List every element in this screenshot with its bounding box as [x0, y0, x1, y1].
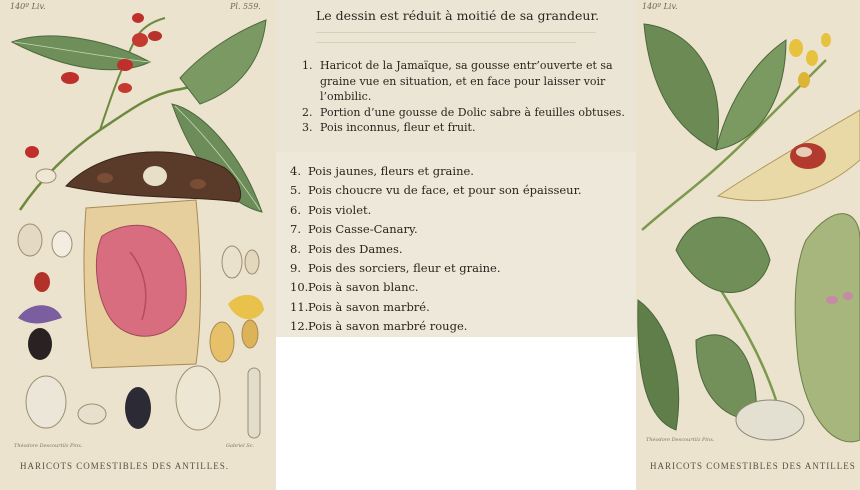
elongated-pod	[248, 368, 260, 438]
leaf	[644, 24, 719, 150]
legend-item	[290, 220, 630, 239]
legend-item	[302, 105, 634, 121]
right-plate-caption: HARICOTS COMESTIBLES DES ANTILLES	[650, 461, 856, 471]
legend-text: Pois des sorciers, fleur et graine.	[308, 261, 501, 276]
red-flower	[117, 59, 133, 71]
small-seed-white	[26, 376, 66, 428]
reduction-note: Le dessin est réduit à moitié de sa grandeur.	[316, 8, 600, 23]
leaf	[676, 217, 770, 292]
mottled-seed	[736, 400, 804, 440]
left-plate	[0, 0, 276, 490]
legend-text: Pois à savon marbré.	[308, 299, 430, 314]
pink-flower	[843, 292, 853, 300]
legend-list-upper	[302, 58, 634, 136]
red-flower	[132, 33, 148, 47]
legend-page	[276, 0, 636, 337]
red-flower	[148, 31, 162, 41]
legend-item	[290, 240, 630, 259]
legend-number: 1.	[302, 59, 313, 72]
left-plate-header-livraison: 140º Liv.	[10, 2, 46, 11]
right-plate-illustration	[636, 0, 860, 490]
legend-number: 6.	[290, 202, 301, 217]
small-seed-black-white	[125, 387, 151, 429]
show-through-line	[316, 42, 576, 43]
legend-number: 8.	[290, 241, 301, 256]
large-green-pod	[795, 214, 860, 442]
small-seed-white	[176, 366, 220, 430]
legend-text: Pois violet.	[308, 202, 372, 217]
legend-number: 2.	[302, 105, 313, 119]
small-seed-cream	[222, 246, 242, 278]
right-plate	[636, 0, 860, 490]
legend-item	[290, 259, 630, 278]
legend-text: Pois inconnus, fleur et fruit.	[320, 121, 476, 134]
legend-text: Pois à savon marbré rouge.	[308, 319, 468, 334]
legend-item	[290, 162, 630, 181]
legend-list-lower	[290, 162, 630, 337]
pod-seed-red-highlight	[796, 147, 812, 157]
right-plate-credit-artist: Théodore Descourtilz Pinx.	[646, 437, 715, 443]
purple-flower	[18, 305, 62, 323]
legend-item	[290, 181, 630, 200]
red-flower	[61, 72, 79, 84]
legend-number: 10.	[290, 280, 309, 295]
pod-seed	[143, 166, 167, 186]
legend-number: 11.	[290, 299, 309, 314]
yellow-flower	[228, 295, 264, 319]
small-seed-red	[34, 272, 50, 292]
red-flower	[118, 83, 132, 93]
small-seed-cream	[36, 169, 56, 183]
small-seed-speckled	[78, 404, 106, 424]
pink-flower	[826, 296, 838, 304]
legend-text: Haricot de la Jamaïque, sa gousse entr’ouverte et sa graine vue en situation, et en face pour laisser voir l’ombilic.	[320, 59, 613, 103]
legend-text: Pois choucre vu de face, et pour son épaisseur.	[308, 183, 582, 198]
leaf	[716, 40, 786, 150]
legend-number: 5.	[290, 183, 301, 198]
legend-number: 4.	[290, 164, 301, 178]
legend-item	[290, 201, 630, 220]
pod-seed	[190, 179, 206, 189]
legend-number: 12.	[290, 319, 309, 334]
legend-number: 7.	[290, 222, 301, 237]
small-seed-white	[52, 231, 72, 257]
legend-text: Pois à savon blanc.	[308, 280, 419, 295]
legend-text: Pois Casse-Canary.	[308, 222, 418, 237]
left-plate-illustration	[0, 0, 276, 490]
left-plate-credit-engraver: Gabriel Sc.	[226, 443, 255, 449]
legend-item	[290, 278, 630, 297]
legend-text: Portion d’une gousse de Dolic sabre à feuilles obtuses.	[320, 105, 625, 119]
red-flower	[25, 146, 39, 158]
legend-item	[302, 58, 634, 105]
yellow-flower	[806, 50, 818, 66]
small-seed-mottled	[18, 224, 42, 256]
yellow-flower	[798, 72, 810, 88]
yellow-flower	[821, 33, 831, 47]
legend-text: Pois jaunes, fleurs et graine.	[308, 164, 474, 178]
legend-text: Pois des Dames.	[308, 241, 403, 256]
legend-number: 9.	[290, 261, 301, 276]
left-plate-caption: HARICOTS COMESTIBLES DES ANTILLES.	[20, 461, 230, 471]
leaf	[638, 300, 679, 430]
small-seed-yellow	[242, 320, 258, 348]
leaf	[180, 20, 266, 104]
red-flower	[132, 13, 144, 23]
small-seed-black	[28, 328, 52, 360]
legend-number: 3.	[302, 121, 313, 134]
left-plate-header-plate-number: Pl. 559.	[230, 2, 261, 11]
pod-seed	[97, 173, 113, 183]
right-plate-header-livraison: 140º Liv.	[642, 2, 678, 11]
legend-item	[290, 298, 630, 317]
legend-page-upper	[276, 0, 636, 152]
left-plate-credit-artist: Théodore Descourtilz Pinx.	[14, 443, 83, 449]
show-through-line	[316, 32, 596, 33]
small-seed-cream	[245, 250, 259, 274]
yellow-flower	[789, 39, 803, 57]
legend-item	[290, 317, 630, 336]
legend-item	[302, 120, 634, 136]
small-seed-yellow	[210, 322, 234, 362]
